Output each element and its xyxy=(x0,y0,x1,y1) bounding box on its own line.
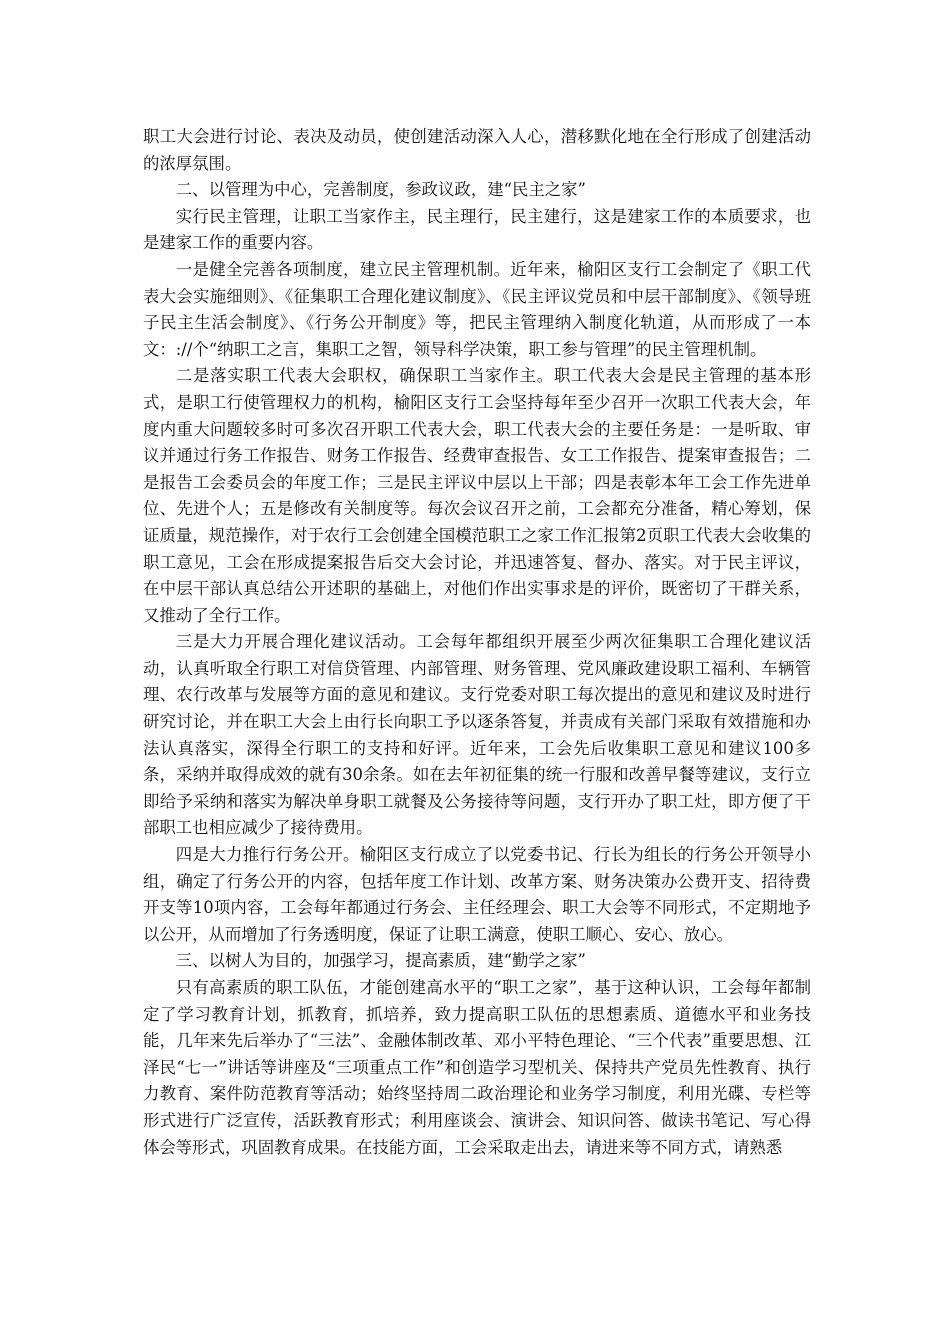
paragraph-point-one-systems: 一是健全完善各项制度，建立民主管理机制。近年来，榆阳区支行工会制定了《职工代表大会实施细则》、《征集职工合理化建议制度》、《民主评议党员和中层干部制度》、《领导班子民主生活会制度》、《行务公开制度》等，把民主管理纳入制度化轨道，从而形成了一本文：://个“纳职工之言，集职工之智，领导科学决策，职工参与管理”的民主管理机制。 xyxy=(143,259,811,359)
paragraph-intro-democratic-management: 实行民主管理，让职工当家作主，民主理行，民主建行，这是建家工作的本质要求，也是建家工作的重要内容。 xyxy=(143,206,811,253)
paragraph-point-two-congress: 二是落实职工代表大会职权，确保职工当家作主。职工代表大会是民主管理的基本形式，是职工行使管理权力的机构，榆阳区支行工会坚持每年至少召开一次职工代表大会，年度内重大问题较多时可多次召开职工代表大会，职工代表大会的主要任务是：一是听取、审议并通过行务工作报告、财务工作报告、经费审查报告、女工工作报告、提案审查报告；二是报告工会委员会的年度工作；三是民主评议中层以上干部；四是表彰本年工会工作先进单位、先进个人；五是修改有关制度等。每次会议召开之前，工会都充分准备，精心筹划，保证质量，规范操作，对于农行工会创建全国模范职工之家工作汇报第2页职工代表大会收集的职工意见，工会在形成提案报告后交大会讨论，并迅速答复、督办、落实。对于民主评议，在中层干部认真总结公开述职的基础上，对他们作出实事求是的评价，既密切了干群关系，又推动了全行工作。 xyxy=(143,366,811,625)
paragraph-learning-education: 只有高素质的职工队伍，才能创建高水平的“职工之家”，基于这种认识，工会每年都制定了学习教育计划，抓教育，抓培养，致力提高职工队伍的思想素质、道德水平和业务技能，几年来先后举办了“三法”、金融体制改革、邓小平特色理论、“三个代表”重要思想、江泽民“七一”讲话等讲座及“三项重点工作”和创造学习型机关、保持共产党员先性教育、执行力教育、案件防范教育等活动；始终坚持周二政治理论和业务学习制度，利用光碟、专栏等形式进行广泛宣传，活跃教育形式；利用座谈会、演讲会、知识问答、做读书笔记、写心得体会等形式，巩固教育成果。在技能方面，工会采取走出去，请进来等不同方式，请熟悉 xyxy=(143,978,811,1157)
document-page xyxy=(143,124,811,1161)
paragraph-point-three-suggestions: 三是大力开展合理化建议活动。工会每年都组织开展至少两次征集职工合理化建议活动，认真听取全行职工对信贷管理、内部管理、财务管理、党风廉政建设职工福利、车辆管理、农行改革与发展等方面的意见和建议。支行党委对职工每次提出的意见和建议及时进行研究讨论，并在职工大会上由行长向职工予以逐条答复，并责成有关部门采取有效措施和办法认真落实，深得全行职工的支持和好评。近年来，工会先后收集职工意见和建议100多条，采纳并取得成效的就有30余条。如在去年初征集的统一行服和改善早餐等建议，支行立即给予采纳和落实为解决单身职工就餐及公务接待等问题，支行开办了职工灶，即方便了干部职工也相应减少了接待费用。 xyxy=(143,632,811,838)
section-heading-learning-home: 三、以树人为目的，加强学习，提高素质，建“勤学之家” xyxy=(175,951,586,971)
paragraph-point-four-openness: 四是大力推行行务公开。榆阳区支行成立了以党委书记、行长为组长的行务公开领导小组，确定了行务公开的内容，包括年度工作计划、改革方案、财务决策办公费开支、招待费开支等10项内容，工会每年都通过行务会、主任经理会、职工大会等不同形式，不定期地予以公开，从而增加了行务透明度，保证了让职工满意，使职工顺心、安心、放心。 xyxy=(143,845,811,944)
section-heading-democracy-home: 二、以管理为中心，完善制度，参政议政，建“民主之家” xyxy=(175,180,586,200)
paragraph-continuation: 职工大会进行讨论、表决及动员，使创建活动深入人心，潜移默化地在全行形成了创建活动的浓厚氛围。 xyxy=(143,127,811,173)
